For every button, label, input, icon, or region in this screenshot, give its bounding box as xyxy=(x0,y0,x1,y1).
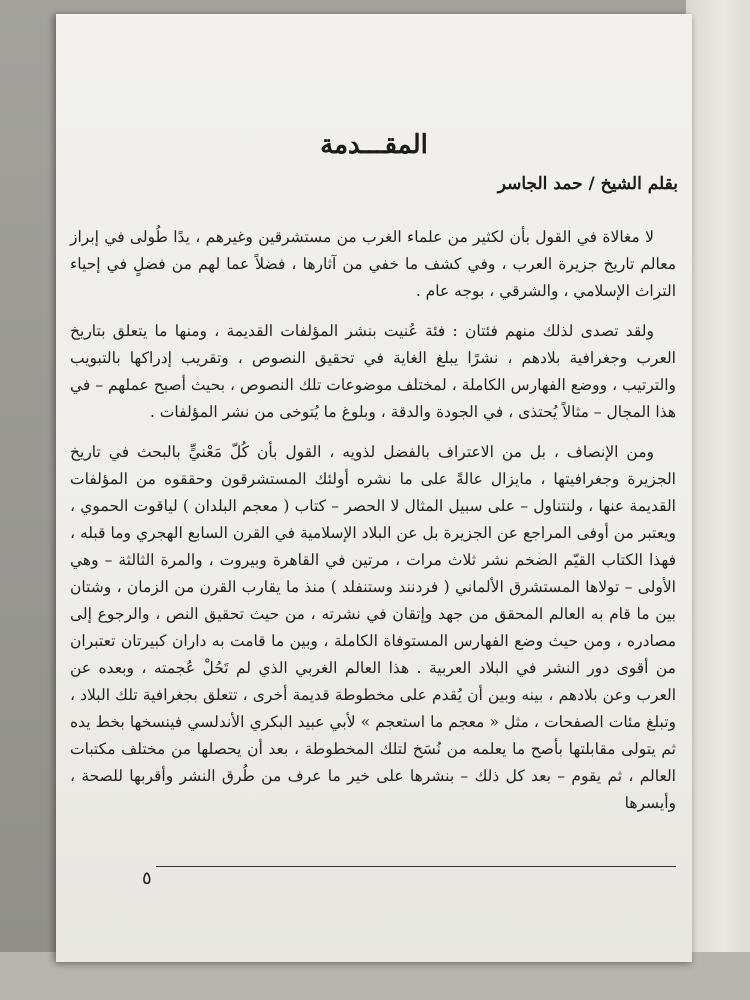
adjacent-page-edge xyxy=(686,0,750,960)
body-text xyxy=(70,224,676,830)
paragraph: ومن الإنصاف ، بل من الاعتراف بالفضل لذويه ، القول بأن كُلّ مَعْنيٍّ بالبحث في تاريخ الجزيرة وجغرافيتها ، مايزال عالةً على ما نشره أولئك المستشرقون وحققوه من المؤلفات القديمة عنها ، ولنتناول – على سبيل المثال لا الحصر – كتاب ( معجم البلدان ) لياقوت الحموي ، ويعتبر من أوفى المراجع عن الجزيرة بل عن البلاد الإسلامية في القرن السابع الهجري وما قبله ، فهذا الكتاب القيّم الضخم نشر ثلاث مرات ، مرتين في القاهرة وبيروت ، والمرة الثالثة – وهي الأولى – تولاها المستشرق الألماني ( فردنند وستنفلد ) منذ ما يقارب القرن من الزمان ، وشتان بين ما قام به العالم المحقق من جهد وإتقان في نشرته ، من حيث تحقيق النص ، والرجوع إلى مصادره ، ومن حيث وضع الفهارس المستوفاة الكاملة ، وبين ما قامت به داران كبيرتان تعتبران من أقوى دور النشر في البلاد العربية . هذا العالم الغربي الذي لم تَحُلْ عُجمته ، وبعده عن العرب وعن بلادهم ، بينه وبين أن يُقدم على مخطوطة قديمة أخرى ، تتعلق بجغرافية تلك البلاد ، وتبلغ مئات الصفحات ، مثل « معجم ما استعجم » لأبي عبيد البكري الأندلسي فينسخها بخط يده ثم يتولى مقابلتها بأصح ما يعلمه من نُسَخ لتلك المخطوطة ، بعد أن يحصلها من مختلف مكتبات العالم ، ثم يقوم – بعد كل ذلك – بنشرها على خير ما عرف من طُرق النشر وأقربها للصحة ، وأيسرها xyxy=(70,443,676,812)
page-title: المقـــدمة xyxy=(320,130,428,160)
author-byline: بقلم الشيخ / حمد الجاسر xyxy=(497,174,678,194)
book-page xyxy=(56,14,692,962)
paragraph: لا مغالاة في القول بأن لكثير من علماء الغرب من مستشرقين وغيرهم ، يدًا طُولى في إبراز معالم تاريخ جزيرة العرب ، وفي كشف ما خفي من آثارها ، فضلاً عما لهم من فضلٍ في إحياء التراث الإسلامي ، والشرقي ، بوجه عام . xyxy=(70,228,676,300)
paragraph: ولقد تصدى لذلك منهم فئتان : فئة عُنيت بنشر المؤلفات القديمة ، ومنها ما يتعلق بتاريخ العرب وجغرافية بلادهم ، نشرًا يبلغ الغاية في تحقيق النصوص ، وتقريب إدراكها بالتبويب والترتيب ، ووضع الفهارس الكاملة ، لمختلف موضوعات تلك النصوص ، بحيث أصبح عملهم – في هذا المجال – مثالاً يُحتذى ، في الجودة والدقة ، وبلوغ ما يُتوخى من نشر المؤلفات . xyxy=(70,322,676,421)
page-number: ٥ xyxy=(142,868,152,889)
footer-rule xyxy=(156,866,676,867)
